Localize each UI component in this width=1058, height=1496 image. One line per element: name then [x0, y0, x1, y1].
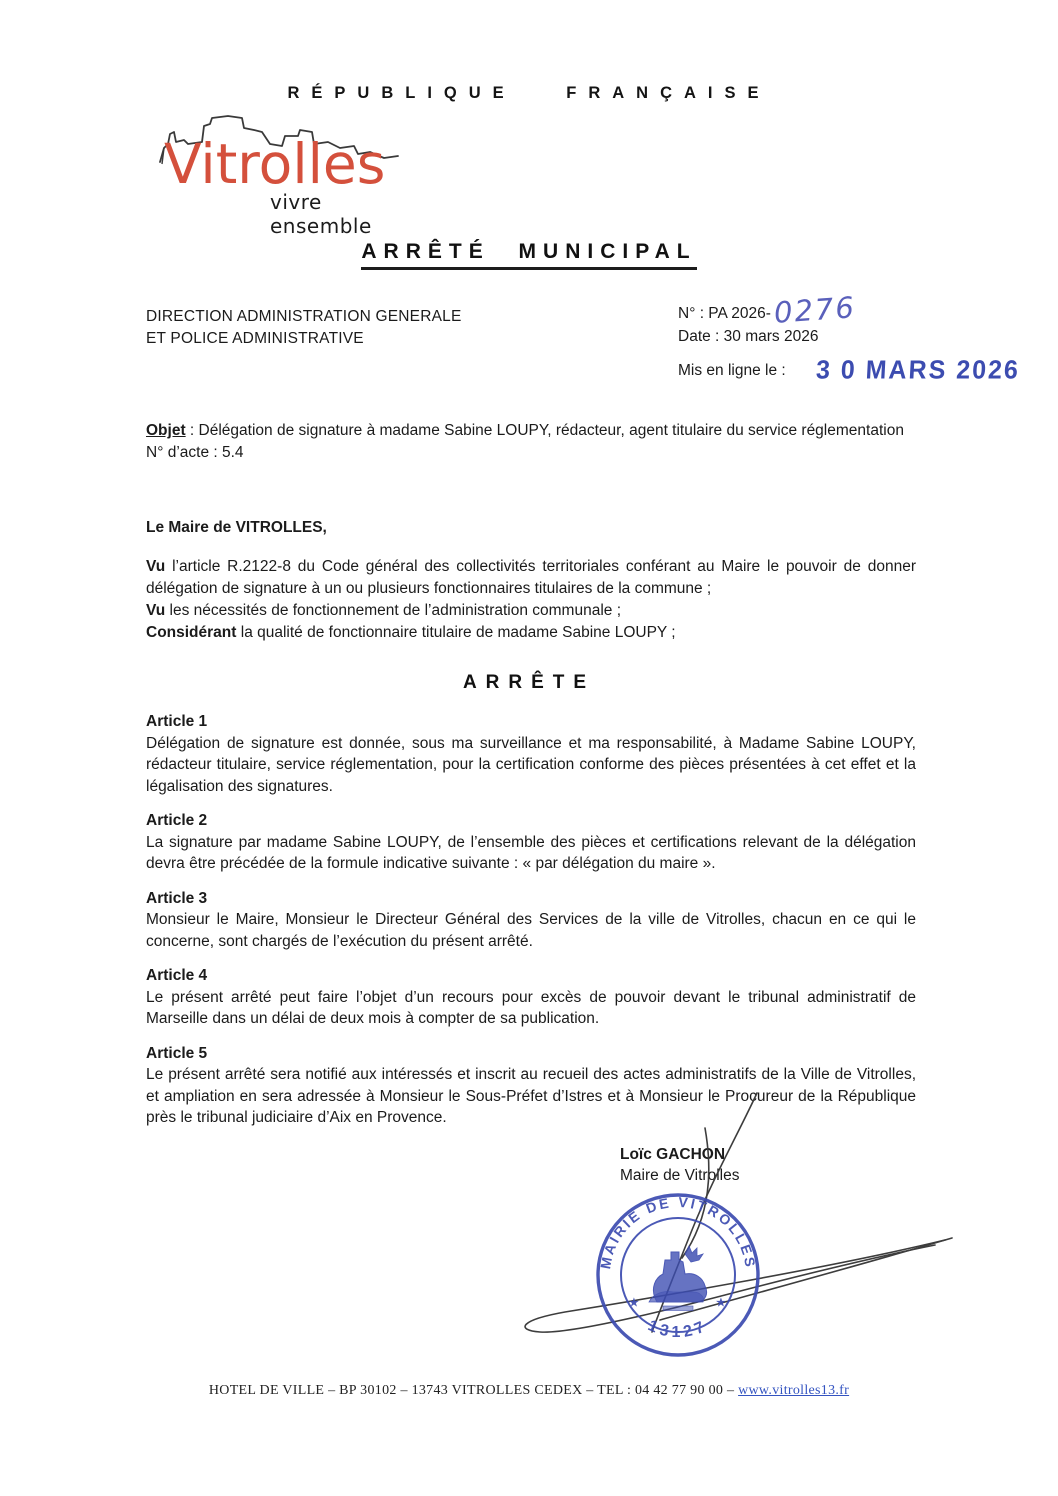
article-5-title: Article 5	[146, 1044, 208, 1062]
vu-article-1	[146, 556, 916, 600]
acte-number: N° d’acte : 5.4	[146, 444, 244, 461]
municipal-stamp	[593, 1190, 763, 1360]
article-4-body: Le présent arrêté peut faire l’objet d’un recours pour excès de pouvoir devant le tribunal administratif de Marseille dans un délai de deux mois à compter de sa publication.	[146, 988, 916, 1027]
articles-block	[146, 711, 916, 1142]
city-logo	[152, 104, 422, 238]
vu1-label: Vu	[146, 558, 166, 575]
preamble-block	[146, 556, 916, 644]
footer-link[interactable]: www.vitrolles13.fr	[738, 1383, 850, 1398]
article-3-body: Monsieur le Maire, Monsieur le Directeur Général des Services de la ville de Vitrolles, chacun en ce qui le concerne, sont chargés de l’exécution du présent arrêté.	[146, 911, 916, 950]
considerant-text: la qualité de fonctionnaire titulaire de madame Sabine LOUPY ;	[236, 624, 676, 641]
doc-number-handwritten: 0276	[772, 290, 857, 330]
logo-tagline: vivre ensemble	[270, 190, 372, 238]
stamp-star-right-icon: ★	[716, 1297, 726, 1309]
vu2-label: Vu	[146, 602, 166, 619]
document-meta	[678, 290, 1021, 385]
article-2-body: La signature par madame Sabine LOUPY, de l’ensemble des pièces et certifications relevant de la délégation devra être précédée de la formule indicative suivante : « par délégation du maire ».	[146, 833, 916, 872]
objet-label: Objet	[146, 422, 186, 439]
online-date-label: Mis en ligne le :	[678, 362, 786, 379]
doc-date: Date : 30 mars 2026	[678, 328, 819, 345]
footer-line	[0, 1383, 1058, 1399]
direction-line2: ET POLICE ADMINISTRATIVE	[146, 330, 364, 347]
article-5-body: Le présent arrêté sera notifié aux intéressés et inscrit au recueil des actes administratifs de la Ville de Vitrolles, et ampliation en sera adressée à Monsieur le Sous-Préfet d’Istres et à Monsieur le Procureur de la République près le tribunal judiciaire d’Aix en Provence.	[146, 1066, 916, 1126]
stamp-code-text: 13127	[645, 1317, 711, 1342]
signer-title: Maire de Vitrolles	[620, 1167, 740, 1184]
stamp-crest-icon	[649, 1246, 707, 1311]
article-4-title: Article 4	[146, 967, 208, 984]
objet-block	[146, 420, 916, 464]
considerant-line	[146, 622, 916, 644]
stamp-top-text: MAIRIE DE VITROLLES	[597, 1193, 759, 1271]
vu-article-2	[146, 600, 916, 622]
logo-wordmark: Vitrolles	[164, 132, 386, 196]
maire-line: Le Maire de VITROLLES,	[146, 519, 327, 536]
footer-text: HOTEL DE VILLE – BP 30102 – 13743 VITROLLES CEDEX – TEL : 04 42 77 90 00 –	[208, 1383, 739, 1398]
objet-text: : Délégation de signature à madame Sabine LOUPY, rédacteur, agent titulaire du service réglementation	[185, 422, 904, 439]
signer-name: Loïc GACHON	[620, 1146, 726, 1163]
article-2-title: Article 2	[146, 812, 208, 829]
document-title: ARRÊTÉ MUNICIPAL	[0, 240, 1058, 270]
vu2-text: les nécessités de fonctionnement de l’administration communale ;	[165, 602, 622, 619]
article-1-title: Article 1	[146, 713, 208, 730]
vu1-text: l’article R.2122-8 du Code général des collectivités territoriales conférant au Maire le pouvoir de donner délégation de signature à un ou plusieurs fonctionnaires titulaires de la commune ;	[146, 558, 916, 597]
republic-header: RÉPUBLIQUE FRANÇAISE	[287, 84, 771, 102]
direction-block	[146, 306, 462, 350]
doc-number-label: N° : PA 2026-	[678, 305, 771, 322]
considerant-label: Considérant	[146, 624, 237, 641]
stamp-star-left-icon: ★	[629, 1297, 639, 1309]
arrete-heading: ARRÊTE	[462, 672, 596, 693]
article-3-title: Article 3	[146, 889, 208, 907]
direction-line1: DIRECTION ADMINISTRATION GENERALE	[146, 308, 462, 325]
article-1-body: Délégation de signature est donnée, sous ma surveillance et ma responsabilité, à Madame Sabine LOUPY, rédacteur titulaire, service réglementation, pour la certification conforme des pièces présentées à cet effet et la légalisation des signatures.	[146, 734, 916, 795]
online-date-stamp: 3 0 MARS 2026	[814, 355, 1021, 385]
